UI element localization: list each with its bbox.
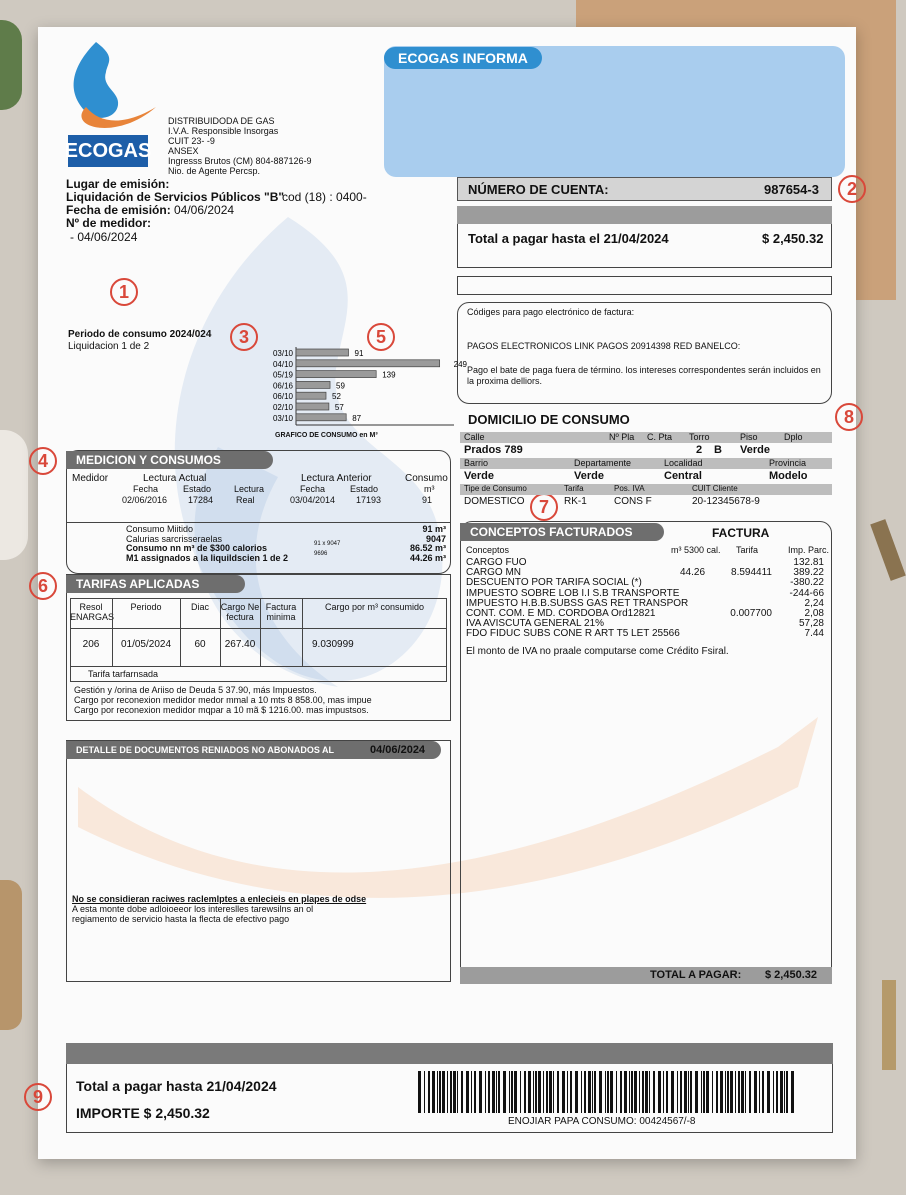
domicilio-title: DOMICILIO DE CONSUMO <box>468 412 630 427</box>
barcode-bar <box>471 1071 472 1113</box>
barcode-bar <box>492 1071 495 1113</box>
chart-bar <box>296 403 329 410</box>
liquidacion-text: Liquidación de Servicios Públicos "B" <box>66 190 285 204</box>
company-line: Nio. de Agente Percsp. <box>168 166 261 176</box>
medicion-summary-label: Calurias sarcrisseraelas <box>126 533 223 544</box>
barcode-bar <box>712 1071 713 1113</box>
medicion-row-consumo: 91 <box>422 495 433 505</box>
total-due-value: $ 2,450.32 <box>762 231 824 246</box>
domicilio-table <box>460 432 832 512</box>
medicion-summary-mid: 91 x 9047 <box>314 541 341 547</box>
barcode-bar <box>738 1071 740 1113</box>
chart-category-label: 02/10 <box>272 403 293 412</box>
domicilio-h1-cell: Calle <box>464 431 485 442</box>
barcode-bar <box>639 1071 640 1113</box>
barcode-bar <box>588 1071 591 1113</box>
barcode-bar <box>418 1071 421 1113</box>
tarifas-header: Diac <box>190 602 209 612</box>
barcode-bar <box>553 1071 554 1113</box>
barcode-bar <box>562 1071 565 1113</box>
barcode-bar <box>666 1071 668 1113</box>
conceptos-title: CONCEPTOS FACTURADOS <box>460 523 664 541</box>
ecogas-informa-title: ECOGAS INFORMA <box>384 47 542 69</box>
barcode-text: ENOJIAR PAPA CONSUMO: 00424567/-8 <box>508 1116 696 1127</box>
marker-4: 4 <box>29 447 57 475</box>
company-line: CUIT 23- -9 <box>168 136 215 146</box>
barcode-bar <box>466 1071 469 1113</box>
barcode-bar <box>498 1071 500 1113</box>
barcode-bar <box>533 1071 534 1113</box>
barcode-bar <box>524 1071 526 1113</box>
chart-value-label: 52 <box>332 392 341 402</box>
barcode-bar <box>754 1071 757 1113</box>
payment-codes-line: PAGOS ELECTRONICOS LINK PAGOS 20914398 RED BANELCO: <box>467 341 741 351</box>
conceptos-header: Tarifa <box>736 545 759 555</box>
barcode-bar <box>680 1071 682 1113</box>
barcode-bar <box>520 1071 521 1113</box>
barcode-bar <box>629 1071 630 1113</box>
barcode-bar <box>509 1071 510 1113</box>
tarifas-cell: 206 <box>82 639 100 650</box>
barcode-bar <box>677 1071 678 1113</box>
barcode-bar <box>653 1071 655 1113</box>
periodo-sub: Liquidacion 1 de 2 <box>68 341 150 352</box>
barcode-bar <box>634 1071 637 1113</box>
barcode-bar <box>594 1071 596 1113</box>
barcode-bar <box>706 1071 709 1113</box>
concepto-name: CARGO FUO <box>466 557 527 568</box>
barcode-bar <box>567 1071 568 1113</box>
ecogas-logo: ECOGAS <box>68 135 148 167</box>
domicilio-v2-cell: Central <box>664 469 702 482</box>
barcode-bar <box>549 1071 552 1113</box>
company-line: I.V.A. Responsible Insorgas <box>168 126 279 136</box>
chart-category-label: 03/10 <box>272 349 293 358</box>
barcode-bar <box>616 1071 617 1113</box>
background-pen <box>870 519 906 581</box>
medicion-sub-lectura: Lectura <box>234 484 265 494</box>
medidor-label: Nº de medidor: <box>66 216 152 230</box>
background-pencil <box>882 980 896 1070</box>
detalle-title: DETALLE DE DOCUMENTOS RENIADOS NO ABONADOS AL <box>66 741 441 759</box>
medicion-title: MEDICION Y CONSUMOS <box>66 451 273 469</box>
medicion-row-fecha: 02/06/2016 <box>122 495 168 505</box>
domicilio-h1-cell: Nº Pla <box>609 431 635 442</box>
tarifa-tarfarnsada: Tarifa tarfarnsada <box>88 669 159 679</box>
domicilio-v3-cell: CONS F <box>614 495 652 507</box>
barcode-bar <box>695 1071 698 1113</box>
tarifas-cell: 9.030999 <box>312 639 354 650</box>
fecha-emision-label: Fecha de emisión: <box>66 203 171 217</box>
conceptos-header: m³ 5300 cal. <box>671 545 721 555</box>
medicion-h-consumo: Consumo <box>405 473 448 484</box>
medicion-h-medidor: Medidor <box>72 473 109 484</box>
barcode-bar <box>776 1071 778 1113</box>
chart-value-label: 57 <box>334 403 344 412</box>
domicilio-v3-cell: DOMESTICO <box>464 495 525 507</box>
concepto-name: IMPUESTO SOBRE LOB I.I S.B TRANSPORTE <box>466 587 680 599</box>
barcode-bar <box>649 1071 650 1113</box>
medicion-sub-fecha2: Fecha <box>300 484 326 494</box>
barcode-bar <box>607 1071 609 1113</box>
barcode-bar <box>474 1071 476 1113</box>
tarifas-cell: 60 <box>194 639 206 650</box>
gas-bill-document <box>32 27 857 1159</box>
medicion-summary-value: 86.52 m³ <box>409 543 446 553</box>
barcode-bar <box>496 1071 497 1113</box>
domicilio-v1-cell: B <box>714 443 722 456</box>
chart-title: GRAFICO DE CONSUMO en M³ <box>275 432 378 439</box>
domicilio-h1-cell: Torro <box>689 431 710 442</box>
chart-category-label: 03/10 <box>272 413 293 423</box>
tarifas-row-line <box>70 666 447 667</box>
chart-value-label: 249 <box>453 359 468 369</box>
detalle-date: 04/06/2024 <box>370 744 426 756</box>
barcode-bar <box>624 1071 627 1113</box>
barcode-bar <box>642 1071 644 1113</box>
barcode-bar <box>727 1071 729 1113</box>
chart-value-label: 91 <box>354 349 364 358</box>
concepto-importe: -380.22 <box>790 577 824 589</box>
detalle-note-bold: No se considieran raciwes raclemlptes a enlecieis en plapes de odse <box>72 894 367 904</box>
barcode-bar <box>735 1071 736 1113</box>
domicilio-h1-cell: C. Pta <box>647 431 673 442</box>
barcode-bar <box>671 1071 674 1113</box>
company-info <box>168 116 312 176</box>
domicilio-h2-cell: Localidad <box>664 457 703 468</box>
barcode-bar <box>457 1071 458 1113</box>
company-line: DISTRIBUIDODA DE GAS <box>168 116 275 126</box>
barcode-bar <box>584 1071 586 1113</box>
domicilio-header-bar <box>460 432 832 443</box>
barcode-bar <box>658 1071 661 1113</box>
barcode-bar <box>725 1071 726 1113</box>
barcode-bar <box>461 1071 463 1113</box>
barcode-bar <box>720 1071 723 1113</box>
chart-value-label: 139 <box>382 370 396 380</box>
chart-category-label: 05/19 <box>272 370 293 380</box>
tarifas-header: Cargo por m³ consumido <box>324 602 425 612</box>
medicion-sub-m3: m³ <box>424 484 435 494</box>
medicion-divider <box>66 522 451 523</box>
barcode <box>418 1071 798 1115</box>
tarifas-header: Factura minima <box>265 602 297 622</box>
barcode-bar <box>780 1071 783 1113</box>
barcode-bar <box>592 1071 593 1113</box>
marker-6: 6 <box>29 572 57 600</box>
tarifas-cell: 01/05/2024 <box>120 639 172 650</box>
chart-bar <box>296 381 330 388</box>
payment-codes-line: Pago el bate de paga fuera de término. los intereses correspondentes serán incluidos en <box>467 365 821 375</box>
barcode-bar <box>437 1071 438 1113</box>
domicilio-v3-cell: RK-1 <box>564 495 587 507</box>
marker-8: 8 <box>835 403 863 431</box>
barcode-bar <box>543 1071 544 1113</box>
concepto-importe: -244-66 <box>789 587 824 599</box>
factura-label: FACTURA <box>712 526 770 540</box>
barcode-bar <box>610 1071 613 1113</box>
barcode-bar <box>575 1071 578 1113</box>
barcode-bar <box>447 1071 448 1113</box>
conceptos-header: Conceptos <box>466 545 510 555</box>
barcode-bar <box>767 1071 770 1113</box>
domicilio-v2-cell: Verde <box>574 469 604 482</box>
barcode-bar <box>762 1071 764 1113</box>
barcode-bar <box>485 1071 486 1113</box>
marker-2: 2 <box>838 175 866 203</box>
barcode-bar <box>570 1071 572 1113</box>
chart-bar <box>296 392 326 399</box>
barcode-bar <box>749 1071 751 1113</box>
marker-3: 3 <box>230 323 258 351</box>
medicion-summary-value: 44.26 m³ <box>409 552 446 563</box>
domicilio-h3-cell: Tarifa <box>564 483 584 493</box>
barcode-bar <box>479 1071 482 1113</box>
domicilio-h2-cell: Barrio <box>464 457 489 468</box>
total-pagar-label: TOTAL A PAGAR: <box>650 969 742 981</box>
barcode-bar <box>759 1071 760 1113</box>
tarifas-row-line <box>70 628 447 629</box>
barcode-bar <box>690 1071 692 1113</box>
barcode-bar <box>730 1071 733 1113</box>
tarifas-header: Resol ENARGAS <box>70 602 115 622</box>
payment-codes-title: Códiges para pago electrónico de factura: <box>467 307 635 317</box>
concepto-name: FDO FIDUC SUBS CONE R ART T5 LET 25566 <box>466 628 680 640</box>
detalle-note: A esta monte dobe adloioeeor los intereslles tarewsilns an ol <box>72 904 314 914</box>
concepto-name: DESCUENTO POR TARIFA SOCIAL (*) <box>466 577 642 589</box>
marker-5: 5 <box>367 323 395 351</box>
barcode-bar <box>645 1071 648 1113</box>
detalle-box <box>66 740 451 982</box>
iva-note: El monto de IVA no praale computarse come Crédito Fsiral. <box>466 646 729 657</box>
medicion-summary-label: M1 assignados a la liquildscien 1 de 2 <box>126 552 289 563</box>
footer-total-label: Total a pagar hasta 21/04/2024 <box>76 1078 277 1094</box>
marker-1: 1 <box>110 278 138 306</box>
background-phone <box>0 880 22 1030</box>
concepto-name: IMPUESTO H.B.B.SUBSS GAS RET TRANSPOR <box>466 597 689 609</box>
barcode-bar <box>631 1071 633 1113</box>
barcode-bar <box>538 1071 541 1113</box>
barcode-bar <box>773 1071 774 1113</box>
periodo-label: Periodo de consumo 2024/024 <box>68 329 212 340</box>
company-line: ANSEX <box>168 146 199 156</box>
barcode-bar <box>581 1071 582 1113</box>
concepto-tarifa: 0.007700 <box>730 608 772 619</box>
barcode-bar <box>546 1071 548 1113</box>
concepto-importe: 389.22 <box>793 567 824 579</box>
barcode-bar <box>424 1071 425 1113</box>
background-cup <box>0 430 28 560</box>
medicion-row-fecha-ant: 03/04/2014 <box>290 495 336 505</box>
domicilio-h2-cell: Provincia <box>769 457 807 468</box>
chart-bar <box>296 414 346 421</box>
chart-value-label: 59 <box>336 381 345 391</box>
domicilio-h1-cell: Piso <box>740 431 758 442</box>
medicion-summary-label: Consumo nn m³ de $300 calorios <box>126 543 268 553</box>
barcode-bar <box>453 1071 456 1113</box>
payment-codes-line: la proxima delliors. <box>467 376 543 386</box>
concepto-name: CARGO MN <box>466 567 521 579</box>
medicion-sub-estado2: Estado <box>350 484 379 494</box>
payment-codes-box <box>457 302 832 404</box>
domicilio-h1-cell: Dplo <box>784 431 803 442</box>
barcode-bar <box>535 1071 537 1113</box>
medicion-row-estado: Real <box>236 495 255 505</box>
domicilio-h3-cell: Tipe de Consumo <box>464 483 527 493</box>
barcode-bar <box>557 1071 559 1113</box>
barcode-bar <box>503 1071 506 1113</box>
tarifa-note: Gestión y /orina de Ariiso de Deuda 5 37.90, más Impuestos. <box>74 685 317 695</box>
medicion-row-lectura: 17284 <box>188 495 214 505</box>
total-due-label: Total a pagar hasta el 21/04/2024 <box>468 231 669 246</box>
medicion-summary-value: 91 m³ <box>422 524 446 534</box>
company-line: Ingresss Brutos (CM) 804-887126-9 <box>168 156 312 166</box>
barcode-bar <box>428 1071 430 1113</box>
medicion-h-anterior: Lectura Anterior <box>301 473 372 484</box>
domicilio-v2-cell: Modelo <box>769 469 808 482</box>
medicion-sub-estado: Estado <box>183 484 212 494</box>
marker-9: 9 <box>24 1083 52 1111</box>
barcode-bar <box>442 1071 445 1113</box>
fecha-emision-value: 04/06/2024 <box>174 203 235 217</box>
lugar-emision-label: Lugar de emisión: <box>66 177 170 191</box>
barcode-bar <box>450 1071 452 1113</box>
barcode-bar <box>745 1071 746 1113</box>
account-label: NÚMERO DE CUENTA: <box>468 182 609 197</box>
chart-bar <box>296 349 349 356</box>
footer-importe: IMPORTE $ 2,450.32 <box>76 1105 210 1121</box>
domicilio-v1-cell: Verde <box>740 443 770 456</box>
barcode-bar <box>703 1071 705 1113</box>
barcode-bar <box>786 1071 788 1113</box>
domicilio-h3-cell: CUIT Cliente <box>692 483 738 493</box>
medicion-row-lectura-ant: 17193 <box>356 495 382 505</box>
chart-value-label: 87 <box>352 413 362 423</box>
footer-header-bar <box>66 1043 833 1064</box>
chart-category-label: 04/10 <box>272 359 293 369</box>
concepto-importe: 7.44 <box>804 628 824 640</box>
chart-bar <box>296 360 440 367</box>
detalle-note: regiamento de servicio hasta la flecta de efectivo pago <box>72 914 290 924</box>
tarifas-title: TARIFAS APLICADAS <box>66 575 245 593</box>
medidor-value: - 04/06/2024 <box>70 230 138 244</box>
empty-bar <box>457 276 832 295</box>
conceptos-header: Imp. Parc. <box>788 545 830 555</box>
barcode-bar <box>741 1071 744 1113</box>
barcode-bar <box>784 1071 785 1113</box>
background-plant <box>0 20 22 110</box>
medicion-h-actual: Lectura Actual <box>143 473 207 484</box>
barcode-bar <box>432 1071 435 1113</box>
account-value: 987654-3 <box>764 182 819 197</box>
concepto-importe: 132.81 <box>793 557 824 568</box>
barcode-bar <box>599 1071 602 1113</box>
chart-bar <box>296 371 376 378</box>
barcode-bar <box>716 1071 718 1113</box>
domicilio-h2-cell: Departamente <box>574 457 632 468</box>
medicion-summary-value: 9047 <box>425 533 446 544</box>
barcode-bar <box>488 1071 490 1113</box>
chart-category-label: 06/16 <box>272 381 293 391</box>
concepto-importe: 2,24 <box>804 597 824 609</box>
barcode-bar <box>528 1071 531 1113</box>
domicilio-v1-cell: 2 <box>696 443 703 456</box>
domicilio-h3-cell: Pos. IVA <box>614 483 645 493</box>
chart-category-label: 06/10 <box>272 392 293 402</box>
tarifas-header: Periodo <box>130 602 162 612</box>
barcode-bar <box>684 1071 687 1113</box>
tarifas-cell: 267.40 <box>224 639 256 650</box>
barcode-bar <box>439 1071 441 1113</box>
barcode-bar <box>688 1071 689 1113</box>
domicilio-v1-cell: Prados 789 <box>464 443 523 456</box>
medicion-summary-mid: 9696 <box>314 550 328 557</box>
barcode-bar <box>514 1071 517 1113</box>
barcode-bar <box>663 1071 664 1113</box>
barcode-bar <box>605 1071 606 1113</box>
barcode-bar <box>701 1071 702 1113</box>
concepto-importe: 2,08 <box>804 608 824 619</box>
barcode-bar <box>620 1071 622 1113</box>
tarifa-note: Cargo por reconexion medidor mqpar a 10 mã $ 1216.00. mas impustsos. <box>74 705 369 715</box>
barcode-bar <box>511 1071 513 1113</box>
concepto-tarifa: 8.594411 <box>731 567 772 579</box>
domicilio-v2-cell: Verde <box>464 469 494 482</box>
cod-text: cod (18) : 0400- <box>282 190 367 204</box>
concepto-name: CONT. COM. E MD. CORDOBA Ord12821 <box>466 608 656 619</box>
total-pagar-value: $ 2,450.32 <box>765 969 817 981</box>
tarifa-note: Cargo por reconexion medidor medor mmal a 10 mts 8 858.00, mas impue <box>74 695 372 705</box>
domicilio-v3-cell: 20-12345678-9 <box>692 495 760 507</box>
concepto-name: IVA AVISCUTA GENERAL 21% <box>466 618 605 630</box>
total-due-header-bar <box>457 206 832 224</box>
marker-7: 7 <box>530 493 558 521</box>
ecogas-flame-icon <box>56 37 166 142</box>
concepto-importe: 57,28 <box>798 618 824 630</box>
medicion-sub-fecha: Fecha <box>133 484 159 494</box>
tarifas-header: Cargo Ne fectura <box>220 602 260 622</box>
concepto-m3: 44.26 <box>680 567 706 579</box>
barcode-bar <box>791 1071 794 1113</box>
medicion-summary-label: Consumo Miitido <box>126 524 194 534</box>
